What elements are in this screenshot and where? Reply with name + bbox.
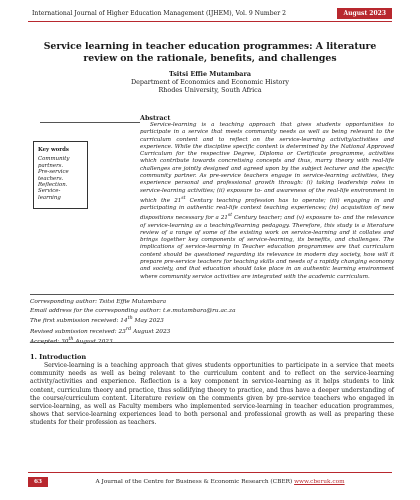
keywords-box bbox=[33, 141, 88, 209]
meta-divider bbox=[30, 342, 394, 343]
revised-submission-date: Revised submission received: 23rd August 2023 bbox=[30, 326, 171, 335]
footer-text bbox=[48, 479, 392, 485]
first-submission-date: The first submission received: 14th May 2023 bbox=[30, 316, 164, 325]
introduction-text: Service-learning is a teaching approach that gives students opportunities to participate in a service that meets community needs as well as being relevant to the curriculum content and to reflect on the service-learning activity/activities and experience. Reflection is a key component in service-learning as it helps students to link content, curriculum theory and practice, thus solidifying theory to practice, and thus have a deeper understanding of the course/curriculum content. Literature review on the comments given by pre-service teachers who engaged in service-learning, as well as Faculty members who implemented service-learning in teacher education programmes, shows that service-learning experiences lead to both personal and professional growth as well as preparing these students for their profession as teachers. bbox=[30, 362, 394, 427]
author-block bbox=[40, 70, 380, 95]
footer-divider bbox=[28, 472, 392, 473]
introduction-heading: 1. Introduction bbox=[30, 353, 87, 361]
author-name: Tsitsi Effie Mutambara bbox=[169, 70, 251, 78]
author-institution: Rhodes University, South Africa bbox=[158, 86, 262, 95]
abstract-heading: Abstract bbox=[140, 114, 171, 122]
correspondence-block bbox=[30, 298, 394, 347]
journal-header bbox=[28, 7, 392, 20]
abstract-bottom-divider bbox=[30, 294, 394, 295]
abstract-divider bbox=[40, 122, 140, 123]
header-divider bbox=[28, 21, 392, 22]
keyword-item: Service-learning bbox=[38, 188, 61, 201]
article-title: Service learning in teacher education programmes: A literature review on the rationale, benefits, and challenges bbox=[43, 41, 377, 64]
page-footer bbox=[28, 476, 392, 488]
corresponding-email: Email address for the corresponding author: t.e.mutambara@ru.ac.za bbox=[30, 307, 236, 314]
keywords-heading: Key words bbox=[38, 147, 69, 153]
abstract-text: Service-learning is a teaching approach that gives students opportunities to participate in a service that meets community needs as well as being relevant to the curriculum content and to reflect on the service-learning activity/activities and experience. While the discipline specific content is determined by the National Approved Curriculum for the respective Degree, Diploma or Certificate programme, activities which contribute towards concretising concepts and thus, marry theory with real-life challenges are jointly designed and agreed upon by the subject lecturer and the specific community partner. As pre-service teachers engage in service-learning activities, they experience personal and professional growth through: (i) taking leadership roles in service-learning activities; (ii) exposure to- and awareness of the real-life environment in which the 21st Century teaching profession has to operate; (iii) engaging in and participating in authentic real-life context teaching experiences; (iv) acquisition of new dispositions necessary for a 21st Century teacher; and (v) exposure to- and the relevance of service-learning as a teaching/learning pedagogy. Therefore, this study is a literature review of a range of some of the existing work on service-learning and it collates and brings together key components of service-learning, its benefits, and challenges. The implications of service-learning in Teacher education programmes are that curriculum content should be questioned regarding its relevance in modern day society, how will it prepare pre-service teachers for teaching skills and needs of a rapidly changing economy and society, and that education should take place in an authentic learning environment where community service activities are integrated with the academic curriculum. bbox=[140, 122, 394, 280]
journal-title: International Journal of Higher Education Management (IJHEM), Vol. 9 Number 2 bbox=[32, 10, 286, 17]
accepted-date: Accepted: 30th August 2023 bbox=[30, 337, 113, 346]
issue-date-badge: August 2023 bbox=[337, 8, 392, 19]
page-number: 63 bbox=[28, 477, 48, 487]
keyword-item: Reflection. bbox=[38, 182, 68, 189]
corresponding-author: Corresponding author: Tsitsi Effie Mutambara bbox=[30, 299, 167, 305]
keyword-item: Community partners. bbox=[38, 156, 70, 169]
keyword-item: Pre-service teachers. bbox=[38, 169, 69, 182]
footer-journal: A Journal of the Centre for Business & Economic Research (CBER) bbox=[95, 479, 295, 485]
author-department: Department of Economics and Economic History bbox=[130, 78, 290, 87]
footer-link[interactable]: www.cberuk.com bbox=[294, 479, 345, 485]
